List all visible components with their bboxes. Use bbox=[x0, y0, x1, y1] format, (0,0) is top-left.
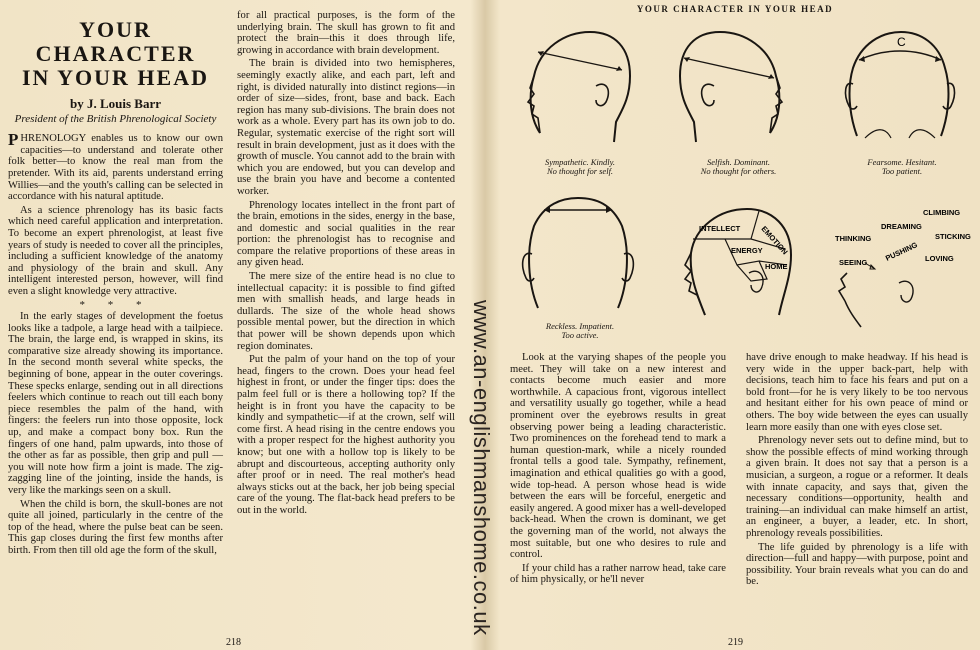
paragraph: When the child is born, the skull-bones are not quite all joined, particularly in the centre of the top of the head, where the pulse beat can be seen. This gap closes during the first few months after birth. From then till old age the form of the skull, bbox=[8, 498, 223, 556]
jaw-line bbox=[845, 301, 861, 327]
paragraph: have drive enough to make headway. If his head is very wide in the upper back-part, help with decisions, teach him to face his fears and put on a bold front—for he is very likely to be too nervous and hesitant either for his own peace of mind or others. The boy wide between the eyes can usually learn more easily than one with eyes close set. bbox=[746, 352, 968, 433]
label-intellect: INTELLECT bbox=[699, 224, 741, 233]
left-column-2 bbox=[237, 10, 455, 519]
face-profile bbox=[770, 76, 782, 133]
byline: by J. Louis Barr bbox=[69, 96, 161, 111]
head-figure-fearsome bbox=[835, 18, 965, 158]
paragraph: Look at the varying shapes of the people you meet. They will take on a new interest and contacts become much easier and more worthwhile. A capacious front, vigorous intellect and versatility usually go together, while a head prominent over the eyebrows results in great observing power being a leading characteristic. Two prominences on the forehead tend to mark a human question-mark, while a nicely rounded frontal tells a good tale. Sympathy, refinement, imagination and ethical qualities go with a good, wide top-head. A person whose head is wide between the ears will be forceful, energetic and easily angered. A good mixer has a well-developed back-head. When the crown is dominant, we get the governing man of the world, not always the most suitable, but one who desires to rule and control. bbox=[510, 352, 726, 561]
caption-fig1: Sympathetic. Kindly. No thought for self. bbox=[544, 157, 616, 176]
label-emotion: EMOTION bbox=[759, 224, 790, 257]
label-loving: LOVING bbox=[925, 254, 954, 263]
ear bbox=[899, 281, 913, 302]
title-line-2: IN YOUR HEAD bbox=[22, 65, 209, 90]
page-number-left: 218 bbox=[226, 637, 241, 648]
section-break-stars: * * * bbox=[79, 298, 152, 311]
label-thinking: THINKING bbox=[835, 234, 872, 243]
caption-fig2: Selfish. Dominant. No thought for others. bbox=[700, 157, 777, 176]
paragraph: In the early stages of development the foetus looks like a tadpole, a large head with a tailpiece. The brain, the large end, is wrapped in skins, its comparative size already showing its importance. In the second month several white specks, the beginning of bone, appear in the outer coverings. These specks enlarge, sending out in all directions feelers which continue to reach out till each bony piece resembles the palm of the hand, with fingers: the feelers run into those opposite, lock up, and make a compact bony box. Run the fingers of one hand, palm upwards, into those of the other as far as possible, then grip and pull —you will note how firm a joint is made. The zig-zagging line of the jointing, inside the hands, is very like the markings seen on a skull. bbox=[8, 311, 223, 496]
head-outline bbox=[680, 32, 779, 142]
ear-left bbox=[846, 83, 857, 109]
label-dreaming: DREAMING bbox=[881, 222, 922, 231]
label-sticking: STICKING bbox=[935, 232, 971, 241]
paragraph: for all practical purposes, is the form of the underlying brain. The skull has grown to fit and protect the brain—this it does through life, growing in accordance with brain development. bbox=[237, 10, 455, 56]
head-figure-selfish bbox=[670, 18, 800, 158]
head-figure-reckless bbox=[512, 180, 642, 325]
label-home: HOME bbox=[765, 262, 788, 271]
paragraph: PHRENOLOGY enables us to know our own capacities—to understand and tolerate other folk better—to know the real man from the pretender. With its aid, parents understand erring Willies—and the youth's calling can be selected in accordance with his natural aptitude. bbox=[8, 130, 223, 203]
caption-fig3: Fearsome. Hesitant. Too patient. bbox=[867, 157, 937, 176]
label-energy: ENERGY bbox=[731, 246, 763, 255]
measure-arc bbox=[859, 51, 941, 60]
page-number-right: 219 bbox=[728, 637, 743, 648]
ear bbox=[702, 84, 714, 105]
paragraph: The mere size of the entire head is no clue to intellectual capacity: it is possible to find gifted men with smallish heads, and large heads in dullards. The size of the whole head shows possible mental power, but the direction in which that power will be shown depends upon which region dominates. bbox=[237, 271, 455, 352]
face-profile bbox=[528, 76, 540, 133]
paragraph: If your child has a rather narrow head, take care of him physically, or he'll never bbox=[510, 562, 726, 586]
title-line-1: YOUR CHARACTER bbox=[35, 17, 196, 66]
author-affiliation: President of the British Phrenological Society bbox=[14, 112, 217, 125]
paragraph: The brain is divided into two hemispheres, seemingly exactly alike, and each part, left and right, is divided naturally into distinct regions—in order of size—sides, front, base and back. Each region has many sub-divisions. The brain does not work as a whole. Every part has its own job to do. Regular, systematic exercise of the right sort will result in brain development, just as it does with the growth of muscle. You cannot add to the brain with which you are endowed, but you can develop and use the brain you have and become a contented worker. bbox=[237, 58, 455, 197]
ear bbox=[596, 84, 608, 105]
watermark-text: www.an-englishmanshome.co.uk bbox=[469, 300, 494, 636]
label-seeing: SEEING bbox=[839, 258, 868, 267]
caption-fig4: Reckless. Impatient. Too active. bbox=[545, 321, 615, 340]
paragraph: Phrenology locates intellect in the front part of the brain, emotions in the sides, energy in the base, and domestic and social qualities in the rear portion: the phrenologist has to recognise and compare the relative proportions of these areas in any given head. bbox=[237, 199, 455, 269]
paragraph: Put the palm of your hand on the top of your head, fingers to the crown. Does your head feel highest in front, or under the finger tips: does the palm feel full or is there a hollowing top? If the height is in front you have the capacity to be kindly and sympathetic—if at the crown, self will come first. A head rising in the centre endows you with a proper respect for the highest authority you know; but one with a hollow top is likely to be abrupt and discourteous, accepting authority only after proof or in need. The real mother's head always sticks out at the back, her job being special care of the young. The flat-back head prefers to be out in the world. bbox=[237, 354, 455, 516]
paragraph: The life guided by phrenology is a life with direction—full and happy—with purpose, point and possibility. Your brain reveals what you can do and be. bbox=[746, 541, 968, 588]
drop-cap: P bbox=[8, 130, 19, 150]
measure-line bbox=[538, 52, 622, 70]
right-column-1 bbox=[510, 352, 726, 588]
paragraph: Phrenology never sets out to define mind, but to show the possible effects of mind working through a given brain. It does not say that a person is a musician, a surgeon, a rogue or a reformer. It deals with innate capacity, and says that, given the necessary conditions—opportunity, health and training—an individual can make himself an artist, an engineer, a buyer, a leader, etc. In short, phrenology reveals possibilities. bbox=[746, 435, 968, 539]
right-column-2 bbox=[746, 352, 968, 590]
head-figure-faculties bbox=[825, 195, 975, 335]
label-c: C bbox=[897, 35, 906, 49]
head-outline bbox=[531, 32, 630, 142]
head-figure-regions bbox=[675, 195, 805, 335]
label-climbing: CLIMBING bbox=[923, 208, 961, 217]
measure-arrows bbox=[859, 56, 941, 62]
measure-line bbox=[684, 58, 774, 78]
right-page bbox=[490, 0, 980, 650]
running-head: YOUR CHARACTER IN YOUR HEAD bbox=[636, 4, 834, 14]
label-pushing: PUSHING bbox=[884, 240, 919, 263]
left-column-1 bbox=[8, 0, 223, 559]
paragraph: As a science phrenology has its basic facts which need careful application and interpretation. To become an expert phrenologist, at least five years of study is needed to cover all the principles, including a sufficient knowledge of the anatomy and physiology of the brain and skull. Any intelligent interested person, however, will find even a slight knowledge very attractive. bbox=[8, 204, 223, 297]
head-figure-sympathetic bbox=[510, 18, 640, 158]
article-title bbox=[8, 18, 223, 90]
hairline bbox=[865, 130, 935, 138]
face-profile bbox=[839, 273, 847, 301]
head-outline bbox=[529, 198, 627, 308]
left-page bbox=[0, 0, 470, 650]
